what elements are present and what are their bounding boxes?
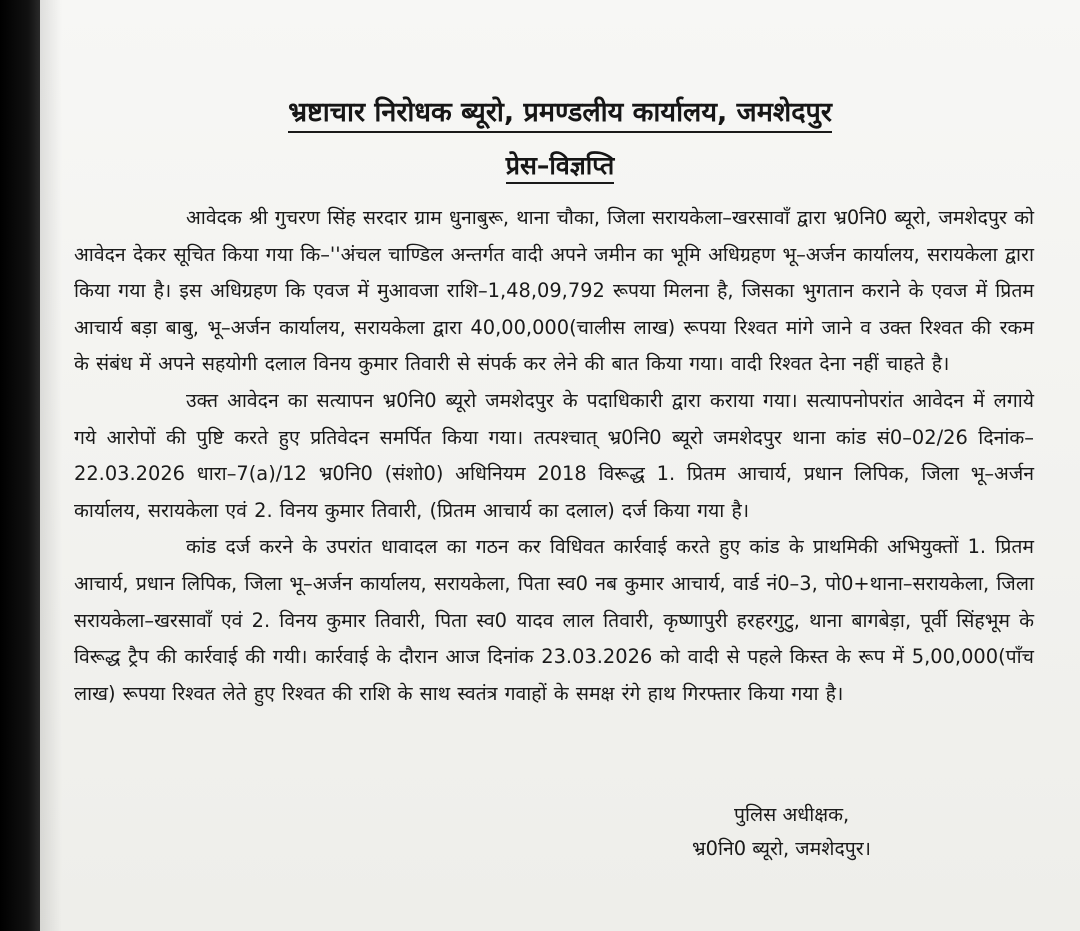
paragraph-verification: उक्त आवेदन का सत्यापन भ्र0नि0 ब्यूरो जमशेदपुर के पदाधिकारी द्वारा कराया गया। सत्यापनोपरांत आवेदन में लगाये गये आरोपों की पुष्टि करते हुए प्रतिवेदन समर्पित किया गया। तत्पश्चात् भ्र0नि0 ब्यूरो जमशेदपुर थाना कांड सं0–02/26 दिनांक–22.03.2026 धारा–7(a)/12 भ्र0नि0 (संशो0) अधिनियम 2018 विरूद्ध 1. प्रितम आचार्य, प्रधान लिपिक, जिला भू–अर्जन कार्यालय, सरायकेला एवं 2. विनय कुमार तिवारी, (प्रितम आचार्य का दलाल) दर्ज किया गया है। xyxy=(74,388,1034,522)
signature-block xyxy=(692,798,871,866)
signatory-designation: पुलिस अधीक्षक, xyxy=(734,803,850,826)
background-edge xyxy=(0,0,40,931)
paragraph-complaint: आवेदक श्री गुचरण सिंह सरदार ग्राम धुनाबुरू, थाना चौका, जिला सरायकेला–खरसावाँ द्वारा भ्र0नि0 ब्यूरो, जमशेदपुर को आवेदन देकर सूचित किया गया कि–''अंचल चाण्डिल अन्तर्गत वादी अपने जमीन का भूमि अधिग्रहण भू–अर्जन कार्यालय, सरायकेला द्वारा किया गया है। इस अधिग्रहण कि एवज में मुआवजा राशि–1,48,09,792 रूपया मिलना है, जिसका भुगतान कराने के एवज में प्रितम आचार्य बड़ा बाबु, भू–अर्जन कार्यालय, सरायकेला द्वारा 40,00,000(चालीस लाख) रूपया रिश्वत मांगे जाने व उक्त रिश्वत की रकम के संबंध में अपने सहयोगी दलाल विनय कुमार तिवारी से संपर्क कर लेने की बात किया गया। वादी रिश्वत देना नहीं चाहते है। xyxy=(74,206,1034,376)
press-release-title: प्रेस–विज्ञप्ति xyxy=(40,148,1080,182)
press-release-page xyxy=(40,0,1080,931)
signatory-office: भ्र0नि0 ब्यूरो, जमशेदपुर। xyxy=(692,837,872,860)
press-release-body xyxy=(74,200,1034,712)
paragraph-arrest: कांड दर्ज करने के उपरांत धावादल का गठन कर विधिवत कार्रवाई करते हुए कांड के प्राथमिकी अभियुक्तों 1. प्रितम आचार्य, प्रधान लिपिक, जिला भू–अर्जन कार्यालय, सरायकेला, पिता स्व0 नब कुमार आचार्य, वार्ड नं0–3, पो0+थाना–सरायकेला, जिला सरायकेला–खरसावाँ एवं 2. विनय कुमार तिवारी, पिता स्व0 यादव लाल तिवारी, कृष्णापुरी हरहरगुटु, थाना बागबेड़ा, पूर्वी सिंहभूम के विरूद्ध ट्रैप की कार्रवाई की गयी। कार्रवाई के दौरान आज दिनांक 23.03.2026 को वादी से पहले किस्त के रूप में 5,00,000(पाँच लाख) रूपया रिश्वत लेते हुए रिश्वत की राशि के साथ स्वतंत्र गवाहों के समक्ष रंगे हाथ गिरफ्तार किया गया है। xyxy=(74,535,1034,705)
office-heading: भ्रष्टाचार निरोधक ब्यूरो, प्रमण्डलीय कार्यालय, जमशेदपुर xyxy=(40,92,1080,129)
